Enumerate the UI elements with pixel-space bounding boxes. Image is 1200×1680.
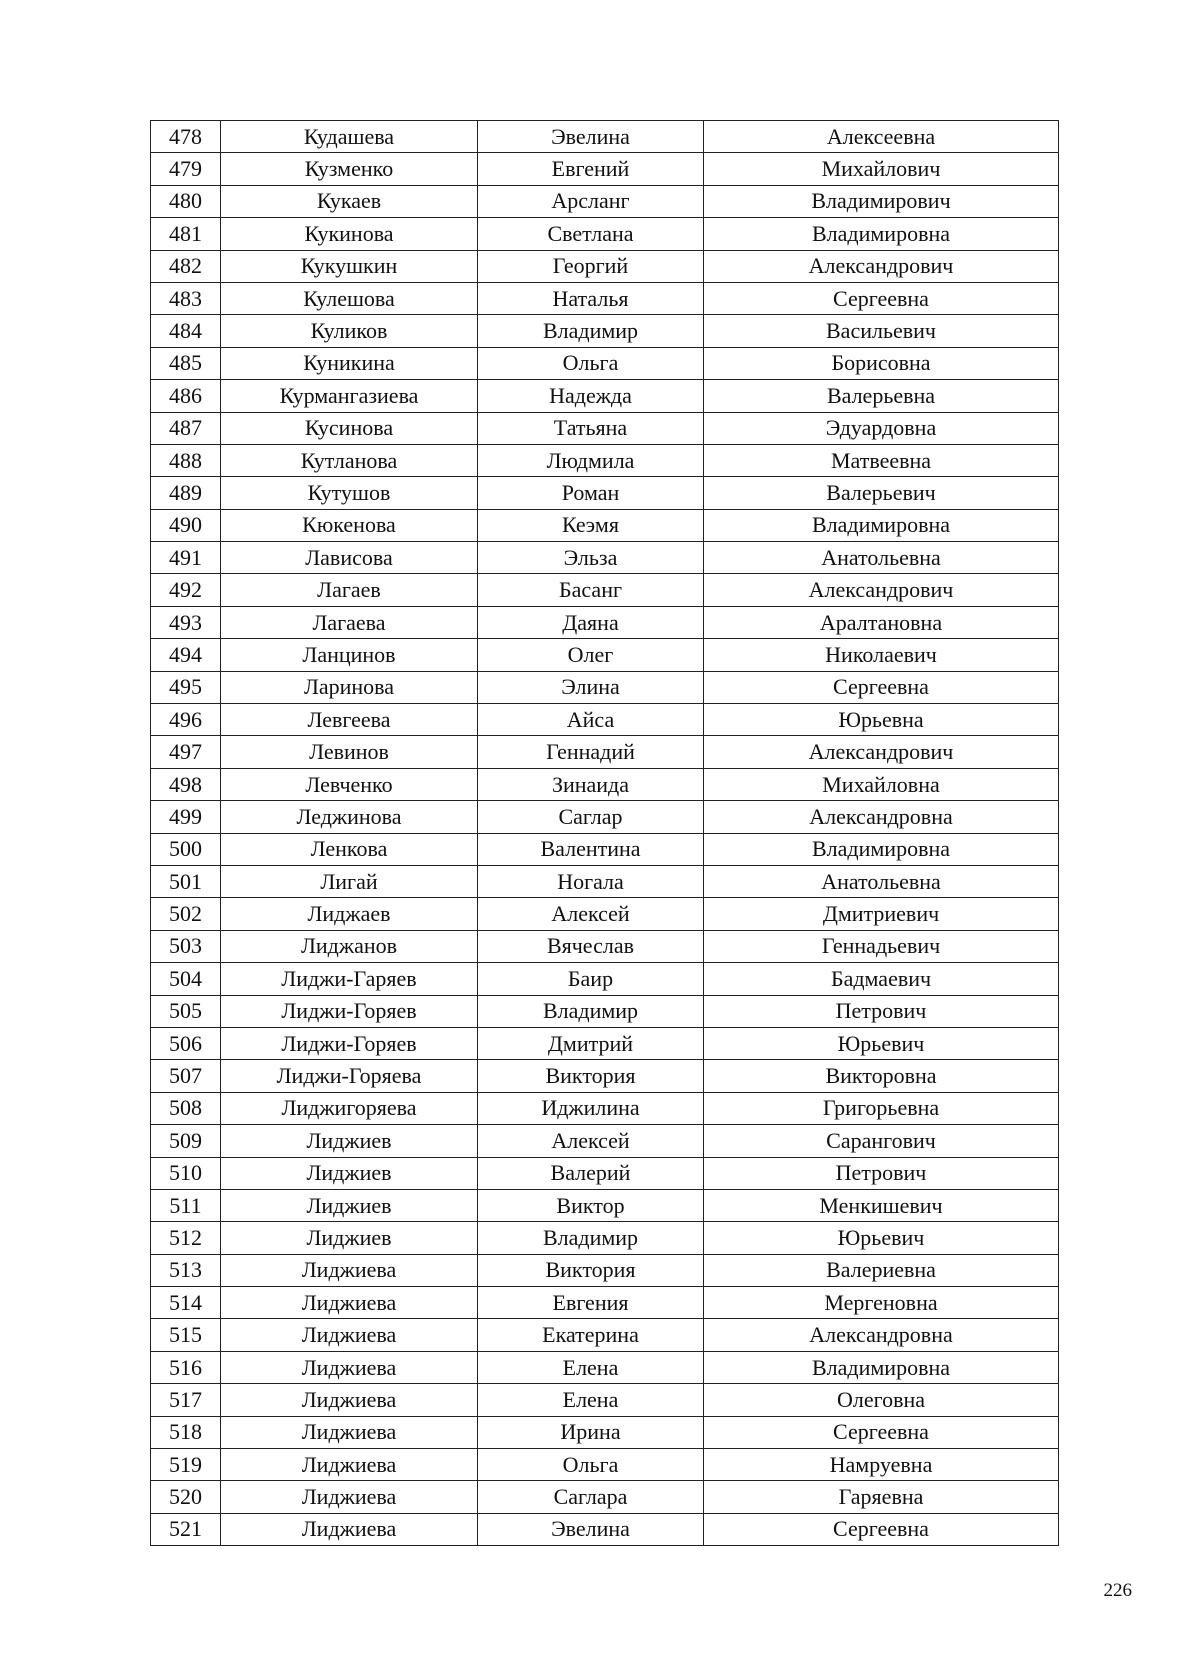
patronymic-cell: Валерьевна [704,380,1059,412]
first-name-cell: Геннадий [478,736,704,768]
patronymic-cell: Александровна [704,1319,1059,1351]
first-name-cell: Евгения [478,1287,704,1319]
row-number-cell: 500 [151,833,221,865]
row-number-cell: 488 [151,444,221,476]
patronymic-cell: Владимировна [704,1351,1059,1383]
last-name-cell: Лиджанов [221,930,478,962]
last-name-cell: Лагаева [221,606,478,638]
first-name-cell: Элина [478,671,704,703]
patronymic-cell: Владимировна [704,218,1059,250]
patronymic-cell: Юрьевич [704,1027,1059,1059]
patronymic-cell: Александрович [704,250,1059,282]
table-row [151,833,1059,865]
row-number-cell: 513 [151,1254,221,1286]
last-name-cell: Лагаев [221,574,478,606]
table-row [151,1416,1059,1448]
last-name-cell: Лиджи-Гаряев [221,963,478,995]
first-name-cell: Алексей [478,898,704,930]
patronymic-cell: Менкишевич [704,1189,1059,1221]
first-name-cell: Алексей [478,1125,704,1157]
row-number-cell: 519 [151,1449,221,1481]
first-name-cell: Саглар [478,801,704,833]
last-name-cell: Лависова [221,542,478,574]
first-name-cell: Даяна [478,606,704,638]
last-name-cell: Куникина [221,347,478,379]
patronymic-cell: Васильевич [704,315,1059,347]
last-name-cell: Ленкова [221,833,478,865]
patronymic-cell: Дмитриевич [704,898,1059,930]
table-row [151,639,1059,671]
row-number-cell: 497 [151,736,221,768]
table-row [151,606,1059,638]
first-name-cell: Ногала [478,865,704,897]
patronymic-cell: Григорьевна [704,1092,1059,1124]
table-row [151,865,1059,897]
table-row [151,1125,1059,1157]
table-row [151,1027,1059,1059]
first-name-cell: Арсланг [478,185,704,217]
last-name-cell: Лиджиева [221,1319,478,1351]
last-name-cell: Лиджиев [221,1125,478,1157]
row-number-cell: 501 [151,865,221,897]
last-name-cell: Лиджаев [221,898,478,930]
last-name-cell: Кудашева [221,121,478,153]
row-number-cell: 509 [151,1125,221,1157]
last-name-cell: Лиджигоряева [221,1092,478,1124]
table-row [151,542,1059,574]
last-name-cell: Лиджи-Горяев [221,1027,478,1059]
patronymic-cell: Валериевна [704,1254,1059,1286]
patronymic-cell: Эдуардовна [704,412,1059,444]
last-name-cell: Лиджиева [221,1449,478,1481]
last-name-cell: Курмангазиева [221,380,478,412]
first-name-cell: Валерий [478,1157,704,1189]
first-name-cell: Басанг [478,574,704,606]
first-name-cell: Баир [478,963,704,995]
row-number-cell: 493 [151,606,221,638]
table-row [151,1092,1059,1124]
first-name-cell: Георгий [478,250,704,282]
table-row [151,282,1059,314]
last-name-cell: Лиджиева [221,1351,478,1383]
first-name-cell: Светлана [478,218,704,250]
patronymic-cell: Бадмаевич [704,963,1059,995]
last-name-cell: Лиджиева [221,1481,478,1513]
row-number-cell: 508 [151,1092,221,1124]
row-number-cell: 518 [151,1416,221,1448]
table-row [151,768,1059,800]
patronymic-cell: Александровна [704,801,1059,833]
patronymic-cell: Анатольевна [704,542,1059,574]
table-row [151,1287,1059,1319]
first-name-cell: Виктория [478,1254,704,1286]
row-number-cell: 521 [151,1513,221,1545]
last-name-cell: Лиджиева [221,1416,478,1448]
last-name-cell: Лиджиева [221,1254,478,1286]
last-name-cell: Лиджи-Горяева [221,1060,478,1092]
patronymic-cell: Михайлович [704,153,1059,185]
first-name-cell: Валентина [478,833,704,865]
last-name-cell: Лиджиев [221,1157,478,1189]
row-number-cell: 495 [151,671,221,703]
last-name-cell: Лиджиев [221,1189,478,1221]
table-row [151,153,1059,185]
last-name-cell: Лиджиева [221,1384,478,1416]
first-name-cell: Айса [478,704,704,736]
patronymic-cell: Николаевич [704,639,1059,671]
row-number-cell: 510 [151,1157,221,1189]
row-number-cell: 503 [151,930,221,962]
table-row [151,704,1059,736]
patronymic-cell: Борисовна [704,347,1059,379]
patronymic-cell: Олеговна [704,1384,1059,1416]
patronymic-cell: Сергеевна [704,1416,1059,1448]
first-name-cell: Владимир [478,315,704,347]
table-row [151,963,1059,995]
table-row [151,671,1059,703]
page-number: 226 [1103,1580,1132,1601]
row-number-cell: 504 [151,963,221,995]
last-name-cell: Кутланова [221,444,478,476]
patronymic-cell: Алексеевна [704,121,1059,153]
table-row [151,736,1059,768]
row-number-cell: 482 [151,250,221,282]
table-row [151,412,1059,444]
row-number-cell: 483 [151,282,221,314]
first-name-cell: Ольга [478,347,704,379]
last-name-cell: Левгеева [221,704,478,736]
last-name-cell: Леджинова [221,801,478,833]
first-name-cell: Эвелина [478,121,704,153]
row-number-cell: 486 [151,380,221,412]
last-name-cell: Кутушов [221,477,478,509]
row-number-cell: 502 [151,898,221,930]
patronymic-cell: Анатольевна [704,865,1059,897]
row-number-cell: 485 [151,347,221,379]
row-number-cell: 478 [151,121,221,153]
last-name-cell: Кузменко [221,153,478,185]
patronymic-cell: Сарангович [704,1125,1059,1157]
patronymic-cell: Сергеевна [704,282,1059,314]
first-name-cell: Татьяна [478,412,704,444]
row-number-cell: 514 [151,1287,221,1319]
row-number-cell: 487 [151,412,221,444]
last-name-cell: Левинов [221,736,478,768]
last-name-cell: Ланцинов [221,639,478,671]
table-row [151,995,1059,1027]
row-number-cell: 498 [151,768,221,800]
row-number-cell: 496 [151,704,221,736]
first-name-cell: Евгений [478,153,704,185]
first-name-cell: Олег [478,639,704,671]
row-number-cell: 480 [151,185,221,217]
patronymic-cell: Гаряевна [704,1481,1059,1513]
patronymic-cell: Валерьевич [704,477,1059,509]
first-name-cell: Эльза [478,542,704,574]
table-row [151,218,1059,250]
table-row [151,1157,1059,1189]
first-name-cell: Кеэмя [478,509,704,541]
table-row [151,1384,1059,1416]
first-name-cell: Людмила [478,444,704,476]
table-row [151,1449,1059,1481]
patronymic-cell: Михайловна [704,768,1059,800]
table-row [151,1060,1059,1092]
first-name-cell: Саглара [478,1481,704,1513]
row-number-cell: 507 [151,1060,221,1092]
patronymic-cell: Владимировна [704,509,1059,541]
row-number-cell: 511 [151,1189,221,1221]
table-row [151,1351,1059,1383]
patronymic-cell: Матвеевна [704,444,1059,476]
last-name-cell: Кусинова [221,412,478,444]
last-name-cell: Лиджиев [221,1222,478,1254]
last-name-cell: Куликов [221,315,478,347]
row-number-cell: 481 [151,218,221,250]
last-name-cell: Кукушкин [221,250,478,282]
last-name-cell: Кукинова [221,218,478,250]
patronymic-cell: Мергеновна [704,1287,1059,1319]
table-row [151,574,1059,606]
last-name-cell: Лигай [221,865,478,897]
first-name-cell: Эвелина [478,1513,704,1545]
first-name-cell: Надежда [478,380,704,412]
first-name-cell: Вячеслав [478,930,704,962]
last-name-cell: Лиджи-Горяев [221,995,478,1027]
table-row [151,380,1059,412]
last-name-cell: Ларинова [221,671,478,703]
table-row [151,1319,1059,1351]
patronymic-cell: Александрович [704,574,1059,606]
first-name-cell: Дмитрий [478,1027,704,1059]
row-number-cell: 494 [151,639,221,671]
row-number-cell: 517 [151,1384,221,1416]
table-row [151,930,1059,962]
row-number-cell: 505 [151,995,221,1027]
patronymic-cell: Аралтановна [704,606,1059,638]
patronymic-cell: Сергеевна [704,671,1059,703]
name-list-table [150,120,1059,1546]
table-row [151,801,1059,833]
row-number-cell: 499 [151,801,221,833]
row-number-cell: 484 [151,315,221,347]
table-row [151,250,1059,282]
patronymic-cell: Владимирович [704,185,1059,217]
last-name-cell: Лиджиева [221,1513,478,1545]
table-row [151,315,1059,347]
patronymic-cell: Викторовна [704,1060,1059,1092]
table-row [151,509,1059,541]
first-name-cell: Ольга [478,1449,704,1481]
table-row [151,347,1059,379]
row-number-cell: 512 [151,1222,221,1254]
table-row [151,185,1059,217]
row-number-cell: 492 [151,574,221,606]
row-number-cell: 520 [151,1481,221,1513]
row-number-cell: 515 [151,1319,221,1351]
patronymic-cell: Юрьевич [704,1222,1059,1254]
patronymic-cell: Петрович [704,1157,1059,1189]
first-name-cell: Елена [478,1351,704,1383]
first-name-cell: Екатерина [478,1319,704,1351]
patronymic-cell: Юрьевна [704,704,1059,736]
table-row [151,1513,1059,1545]
first-name-cell: Елена [478,1384,704,1416]
patronymic-cell: Сергеевна [704,1513,1059,1545]
first-name-cell: Владимир [478,1222,704,1254]
row-number-cell: 489 [151,477,221,509]
patronymic-cell: Намруевна [704,1449,1059,1481]
row-number-cell: 506 [151,1027,221,1059]
table-row [151,1481,1059,1513]
first-name-cell: Владимир [478,995,704,1027]
name-list-body [151,121,1059,1546]
row-number-cell: 516 [151,1351,221,1383]
table-row [151,1189,1059,1221]
table-row [151,477,1059,509]
first-name-cell: Зинаида [478,768,704,800]
last-name-cell: Кукаев [221,185,478,217]
row-number-cell: 490 [151,509,221,541]
first-name-cell: Ирина [478,1416,704,1448]
patronymic-cell: Владимировна [704,833,1059,865]
row-number-cell: 491 [151,542,221,574]
last-name-cell: Лиджиева [221,1287,478,1319]
patronymic-cell: Геннадьевич [704,930,1059,962]
last-name-cell: Кюкенова [221,509,478,541]
last-name-cell: Левченко [221,768,478,800]
first-name-cell: Иджилина [478,1092,704,1124]
table-row [151,1254,1059,1286]
table-row [151,444,1059,476]
first-name-cell: Виктор [478,1189,704,1221]
table-row [151,121,1059,153]
first-name-cell: Роман [478,477,704,509]
first-name-cell: Виктория [478,1060,704,1092]
row-number-cell: 479 [151,153,221,185]
last-name-cell: Кулешова [221,282,478,314]
table-row [151,898,1059,930]
patronymic-cell: Александрович [704,736,1059,768]
first-name-cell: Наталья [478,282,704,314]
patronymic-cell: Петрович [704,995,1059,1027]
table-row [151,1222,1059,1254]
